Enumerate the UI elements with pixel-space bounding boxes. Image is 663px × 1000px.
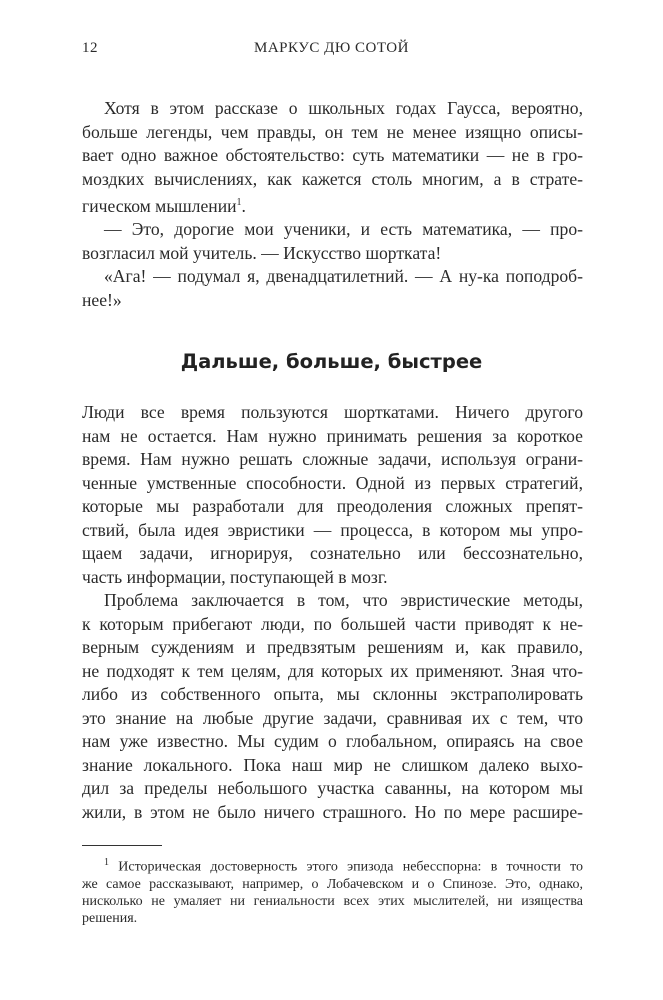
text-line xyxy=(82,191,583,218)
text-line: возгласил мой учитель. — Искусство шортката! xyxy=(82,242,442,263)
text-line: ствий, была идея эвристики — процесса, в котором мы упро- xyxy=(82,519,583,540)
text-line: же самое рассказывают, например, о Лобачевском и о Спинозе. Это, однако, xyxy=(82,876,583,892)
text-line: дил за пределы небольшого участка саванны, на котором мы xyxy=(82,778,583,798)
text-line: которые мы разработали для преодоления сложных препят- xyxy=(82,496,583,516)
paragraph-4 xyxy=(82,401,583,824)
footnote-divider xyxy=(82,845,162,846)
text-line: больше легенды, чем правды, он тем не менее изящно описы- xyxy=(82,121,583,142)
text-line: щаем задачи, игнорируя, сознательно или бессознательно, xyxy=(82,543,583,563)
footnote-mark: 1 xyxy=(104,857,109,868)
text-line: «Ага! — подумал я, двенадцатилетний. — А ну-ка поподроб- xyxy=(104,266,583,287)
text-fragment: гическом мышлении xyxy=(82,195,237,216)
page-number: 12 xyxy=(82,40,98,56)
text-line: время. Нам нужно решать сложные задачи, используя ограни- xyxy=(82,449,583,469)
running-title: МАРКУС ДЮ СОТОЙ xyxy=(254,40,409,56)
text-line: это знание на любые другие задачи, сравнивая их с тем, что xyxy=(82,707,583,728)
text-line: нам уже известно. Мы судим о глобальном, опираясь на свое xyxy=(82,731,583,751)
text-line: ченные умственные способности. Одной из первых стратегий, xyxy=(82,472,583,493)
footnote xyxy=(82,854,583,927)
text-line: не подходят к тем целям, для которых их применяют. Зная что- xyxy=(82,660,583,681)
text-fragment: Историческая достоверность этого эпизода небесспорна: в точности то xyxy=(118,859,584,875)
text-line: решения. xyxy=(82,910,138,926)
text-line: нее!» xyxy=(82,289,122,310)
text-line xyxy=(82,854,583,876)
text-line: Люди все время пользуются шорткатами. Ничего другого xyxy=(82,402,583,422)
text-line: либо из собственного опыта, мы склонны экстраполировать xyxy=(82,684,583,704)
text-line: жили, в этом не было ничего страшного. Но по мере расшире- xyxy=(82,801,583,822)
text-line: знание локального. Пока наш мир не слишком далеко выхо- xyxy=(82,754,583,775)
text-line: вает одно важное обстоятельство: суть математики — не в гро- xyxy=(82,145,583,165)
text-line: нам не остается. Нам нужно принимать решения за короткое xyxy=(82,425,583,446)
text-line: нисколько не умаляет ни гениальности всех этих мыслителей, ни изящества xyxy=(82,893,583,909)
text-line: — Это, дорогие мои ученики, и есть математика, — про- xyxy=(104,219,583,240)
paragraph-1 xyxy=(82,97,583,312)
text-line: Хотя в этом рассказе о школьных годах Гаусса, вероятно, xyxy=(104,98,583,118)
text-line: к которым прибегают люди, по большей части приводят к не- xyxy=(82,613,583,634)
footnote-reference[interactable]: 1 xyxy=(236,197,242,208)
text-line: моздких вычислениях, как кажется столь многим, а в страте- xyxy=(82,168,583,189)
text-line: часть информации, поступающей в мозг. xyxy=(82,566,388,587)
section-heading: Дальше, больше, быстрее xyxy=(180,350,483,373)
text-line: Проблема заключается в том, что эвристические методы, xyxy=(104,590,583,610)
text-line: верным суждениям и предвзятым решениям и, как правило, xyxy=(82,637,583,657)
text-fragment: . xyxy=(241,195,246,216)
